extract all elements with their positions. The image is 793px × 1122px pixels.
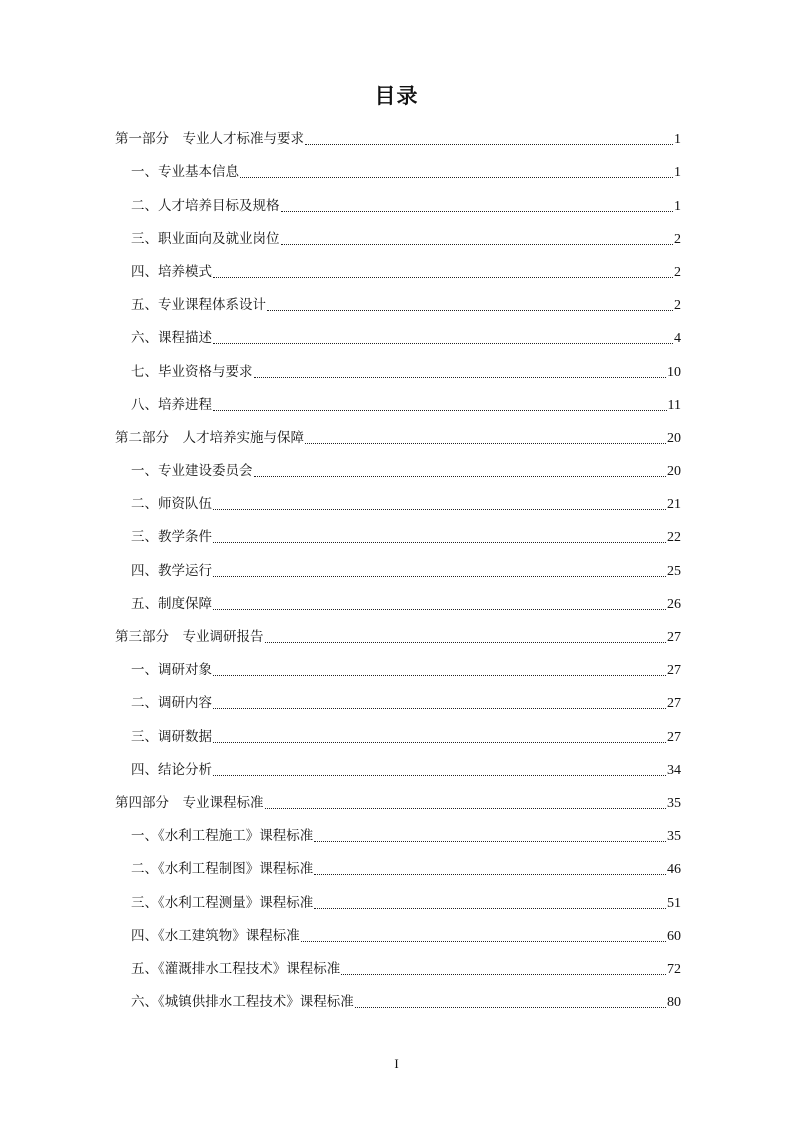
toc-entry-label: 三、《水利工程测量》课程标准 bbox=[131, 894, 314, 911]
toc-entry-label: 第一部分 专业人才标准与要求 bbox=[115, 131, 304, 148]
toc-section-entry[interactable] bbox=[115, 946, 681, 979]
toc-entry-label: 八、培养进程 bbox=[131, 396, 212, 413]
toc-dot-leader bbox=[213, 741, 666, 743]
toc-entry-label: 二、调研内容 bbox=[131, 695, 212, 712]
toc-entry-page-number: 4 bbox=[674, 331, 681, 347]
toc-dot-leader bbox=[281, 210, 674, 212]
toc-section-entry[interactable] bbox=[115, 282, 681, 315]
toc-entry-label: 七、毕业资格与要求 bbox=[131, 363, 253, 380]
toc-dot-leader bbox=[213, 608, 666, 610]
toc-entry-label: 二、人才培养目标及规格 bbox=[131, 197, 280, 214]
toc-entry-page-number: 27 bbox=[667, 729, 681, 745]
toc-part-entry[interactable] bbox=[115, 614, 681, 647]
toc-entry-page-number: 27 bbox=[667, 696, 681, 712]
toc-entry-label: 三、教学条件 bbox=[131, 529, 212, 546]
toc-entry-label: 一、专业基本信息 bbox=[131, 164, 239, 181]
toc-entry-label: 五、专业课程体系设计 bbox=[131, 297, 266, 314]
toc-dot-leader bbox=[281, 243, 674, 245]
toc-dot-leader bbox=[314, 907, 666, 909]
toc-entry-label: 四、教学运行 bbox=[131, 562, 212, 579]
toc-dot-leader bbox=[267, 309, 673, 311]
toc-dot-leader bbox=[305, 442, 666, 444]
toc-entry-label: 一、《水利工程施工》课程标准 bbox=[131, 828, 314, 845]
toc-entry-label: 第三部分 专业调研报告 bbox=[115, 629, 264, 645]
toc-entry-label: 四、培养模式 bbox=[131, 263, 212, 280]
toc-dot-leader bbox=[213, 276, 673, 278]
toc-part-entry[interactable] bbox=[115, 415, 681, 448]
toc-section-entry[interactable] bbox=[115, 481, 681, 514]
table-of-contents bbox=[115, 116, 681, 1012]
toc-entry-page-number: 80 bbox=[667, 995, 681, 1011]
toc-section-entry[interactable] bbox=[115, 846, 681, 879]
toc-dot-leader bbox=[301, 940, 666, 942]
toc-section-entry[interactable] bbox=[115, 382, 681, 415]
page-number: I bbox=[394, 1056, 399, 1071]
toc-entry-page-number: 2 bbox=[674, 298, 681, 314]
toc-dot-leader bbox=[213, 575, 666, 577]
toc-entry-label: 三、职业面向及就业岗位 bbox=[131, 230, 280, 247]
toc-entry-page-number: 1 bbox=[674, 165, 681, 181]
toc-entry-page-number: 20 bbox=[667, 430, 681, 446]
toc-entry-page-number: 20 bbox=[667, 464, 681, 480]
toc-entry-label: 六、课程描述 bbox=[131, 330, 212, 347]
toc-dot-leader bbox=[213, 774, 666, 776]
toc-dot-leader bbox=[265, 807, 667, 809]
toc-entry-page-number: 72 bbox=[667, 961, 681, 977]
toc-entry-page-number: 51 bbox=[667, 895, 681, 911]
toc-entry-label: 五、制度保障 bbox=[131, 595, 212, 612]
toc-section-entry[interactable] bbox=[115, 979, 681, 1012]
toc-entry-page-number: 2 bbox=[674, 231, 681, 247]
toc-dot-leader bbox=[254, 376, 667, 378]
toc-section-entry[interactable] bbox=[115, 647, 681, 680]
toc-dot-leader bbox=[355, 1006, 666, 1008]
toc-entry-page-number: 1 bbox=[674, 132, 681, 148]
toc-section-entry[interactable] bbox=[115, 149, 681, 182]
toc-entry-label: 一、专业建设委员会 bbox=[131, 463, 253, 480]
toc-entry-page-number: 35 bbox=[667, 829, 681, 845]
toc-entry-page-number: 46 bbox=[667, 862, 681, 878]
toc-section-entry[interactable] bbox=[115, 216, 681, 249]
toc-part-entry[interactable] bbox=[115, 780, 681, 813]
toc-section-entry[interactable] bbox=[115, 581, 681, 614]
toc-entry-page-number: 27 bbox=[667, 630, 681, 645]
toc-section-entry[interactable] bbox=[115, 813, 681, 846]
toc-dot-leader bbox=[341, 973, 666, 975]
toc-section-entry[interactable] bbox=[115, 747, 681, 780]
toc-entry-page-number: 11 bbox=[667, 397, 681, 413]
toc-dot-leader bbox=[254, 475, 667, 477]
toc-dot-leader bbox=[305, 143, 673, 145]
toc-entry-page-number: 2 bbox=[674, 264, 681, 280]
toc-dot-leader bbox=[213, 707, 666, 709]
toc-dot-leader bbox=[314, 873, 666, 875]
toc-entry-page-number: 10 bbox=[667, 364, 681, 380]
toc-entry-label: 四、《水工建筑物》课程标准 bbox=[131, 927, 300, 944]
toc-entry-page-number: 22 bbox=[667, 530, 681, 546]
toc-entry-label: 第二部分 人才培养实施与保障 bbox=[115, 429, 304, 446]
toc-entry-label: 五、《灌溉排水工程技术》课程标准 bbox=[131, 960, 341, 977]
toc-entry-label: 四、结论分析 bbox=[131, 761, 212, 778]
toc-part-entry[interactable] bbox=[115, 116, 681, 149]
toc-entry-page-number: 25 bbox=[667, 563, 681, 579]
toc-dot-leader bbox=[213, 409, 667, 411]
toc-entry-label: 三、调研数据 bbox=[131, 728, 212, 745]
toc-section-entry[interactable] bbox=[115, 249, 681, 282]
toc-section-entry[interactable] bbox=[115, 514, 681, 547]
toc-dot-leader bbox=[213, 541, 666, 543]
toc-section-entry[interactable] bbox=[115, 713, 681, 746]
page-title: 目录 bbox=[374, 84, 419, 108]
toc-entry-label: 一、调研对象 bbox=[131, 662, 212, 679]
toc-entry-page-number: 35 bbox=[667, 795, 681, 811]
toc-dot-leader bbox=[265, 641, 667, 643]
toc-entry-label: 二、师资队伍 bbox=[131, 496, 212, 513]
toc-dot-leader bbox=[213, 342, 673, 344]
toc-dot-leader bbox=[213, 674, 666, 676]
toc-entry-label: 第四部分 专业课程标准 bbox=[115, 794, 264, 811]
toc-section-entry[interactable] bbox=[115, 680, 681, 713]
toc-entry-page-number: 26 bbox=[667, 596, 681, 612]
toc-entry-label: 六、《城镇供排水工程技术》课程标准 bbox=[131, 994, 354, 1011]
toc-section-entry[interactable] bbox=[115, 448, 681, 481]
toc-entry-page-number: 34 bbox=[667, 762, 681, 778]
toc-section-entry[interactable] bbox=[115, 348, 681, 381]
toc-entry-page-number: 60 bbox=[667, 928, 681, 944]
toc-section-entry[interactable] bbox=[115, 182, 681, 215]
toc-entry-label: 二、《水利工程制图》课程标准 bbox=[131, 861, 314, 878]
toc-entry-page-number: 21 bbox=[667, 497, 681, 513]
toc-dot-leader bbox=[240, 176, 673, 178]
toc-section-entry[interactable] bbox=[115, 879, 681, 912]
toc-section-entry[interactable] bbox=[115, 315, 681, 348]
toc-section-entry[interactable] bbox=[115, 913, 681, 946]
toc-entry-page-number: 1 bbox=[674, 198, 681, 214]
toc-dot-leader bbox=[213, 508, 666, 510]
toc-entry-page-number: 27 bbox=[667, 663, 681, 679]
toc-section-entry[interactable] bbox=[115, 547, 681, 580]
toc-dot-leader bbox=[314, 840, 666, 842]
